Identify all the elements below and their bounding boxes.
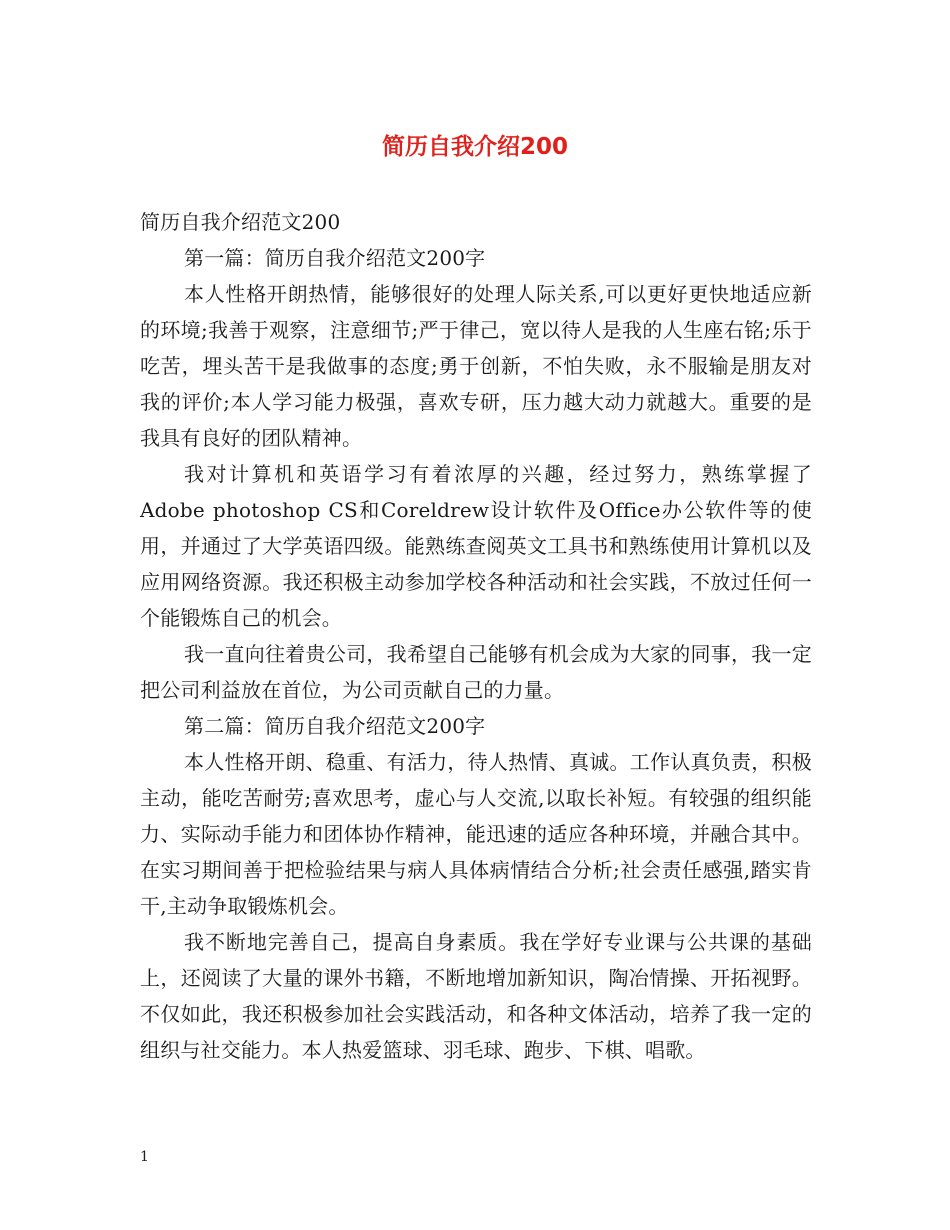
section1-heading: 第一篇：简历自我介绍范文200字: [184, 246, 486, 270]
document-body: [140, 204, 812, 1068]
section2-paragraph: 我不断地完善自己，提高自身素质。我在学好专业课与公共课的基础上，还阅读了大量的课外书籍，不断地增加新知识，陶冶情操、开拓视野。不仅如此，我还积极参加社会实践活动，和各种文体活动，培养了我一定的组织与社交能力。本人热爱篮球、羽毛球、跑步、下棋、唱歌。: [140, 930, 812, 1062]
section1-paragraph: 我一直向往着贵公司，我希望自己能够有机会成为大家的同事，我一定把公司利益放在首位，为公司贡献自己的力量。: [140, 642, 812, 702]
page-number: 1: [140, 1149, 149, 1165]
document-title: 简历自我介绍200: [381, 134, 568, 160]
section1-paragraph: 我对计算机和英语学习有着浓厚的兴趣，经过努力，熟练掌握了Adobe photoshop CS和Coreldrew设计软件及Office办公软件等的使用，并通过了大学英语四级。能熟练查阅英文工具书和熟练使用计算机以及应用网络资源。我还积极主动参加学校各种活动和社会实践，不放过任何一个能锻炼自己的机会。: [140, 462, 812, 630]
document-heading: 简历自我介绍范文200: [140, 210, 341, 234]
section1-paragraph: 本人性格开朗热情，能够很好的处理人际关系,可以更好更快地适应新的环境;我善于观察，注意细节;严于律己，宽以待人是我的人生座右铭;乐于吃苦，埋头苦干是我做事的态度;勇于创新，不怕失败，永不服输是朋友对我的评价;本人学习能力极强，喜欢专研，压力越大动力就越大。重要的是我具有良好的团队精神。: [140, 282, 812, 450]
section2-paragraph: 本人性格开朗、稳重、有活力，待人热情、真诚。工作认真负责，积极主动，能吃苦耐劳;喜欢思考，虚心与人交流,以取长补短。有较强的组织能力、实际动手能力和团体协作精神，能迅速的适应各种环境，并融合其中。在实习期间善于把检验结果与病人具体病情结合分析;社会责任感强,踏实肯干,主动争取锻炼机会。: [140, 750, 812, 918]
section2-heading: 第二篇：简历自我介绍范文200字: [184, 714, 486, 738]
